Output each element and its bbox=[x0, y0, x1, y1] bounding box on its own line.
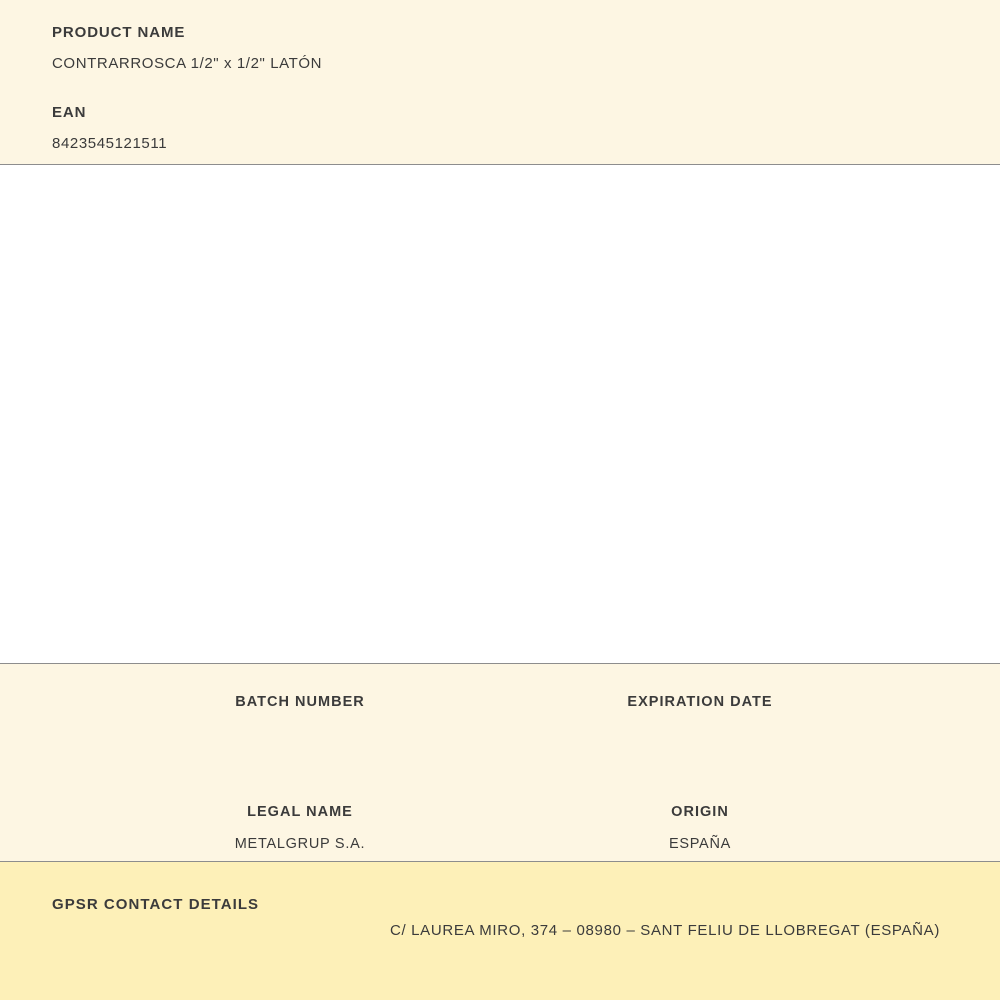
gpsr-footer-block bbox=[0, 862, 1000, 1000]
origin-value: ESPAÑA bbox=[668, 835, 732, 852]
gpsr-contact-address: C/ LAUREA MIRO, 374 – 08980 – SANT FELIU DE LLOBREGAT (ESPAÑA) bbox=[389, 922, 941, 939]
origin-label: ORIGIN bbox=[671, 804, 729, 821]
ean-value: 8423545121511 bbox=[52, 135, 168, 152]
product-name-value: CONTRARROSCA 1/2" x 1/2" LATÓN bbox=[52, 55, 323, 72]
legal-name-label: LEGAL NAME bbox=[247, 804, 353, 821]
expiration-date-cell bbox=[500, 692, 900, 740]
blank-content-area bbox=[0, 165, 1000, 664]
expiration-date-label: EXPIRATION DATE bbox=[627, 694, 773, 710]
ean-label: EAN bbox=[52, 104, 87, 121]
expiration-date-value bbox=[500, 723, 900, 740]
legal-name-cell bbox=[100, 802, 500, 854]
batch-number-cell bbox=[100, 692, 500, 740]
product-details-block bbox=[0, 664, 1000, 862]
details-row-batch bbox=[0, 692, 1000, 740]
product-name-field bbox=[0, 22, 1000, 74]
gpsr-contact-label: GPSR CONTACT DETAILS bbox=[52, 896, 260, 913]
origin-cell bbox=[500, 802, 900, 854]
details-row-legal bbox=[0, 802, 1000, 854]
batch-number-value bbox=[100, 723, 500, 740]
product-name-label: PRODUCT NAME bbox=[52, 24, 186, 41]
ean-field bbox=[0, 102, 1000, 154]
product-header-block bbox=[0, 0, 1000, 165]
legal-name-value: METALGRUP S.A. bbox=[234, 835, 366, 852]
batch-number-label: BATCH NUMBER bbox=[235, 694, 365, 710]
